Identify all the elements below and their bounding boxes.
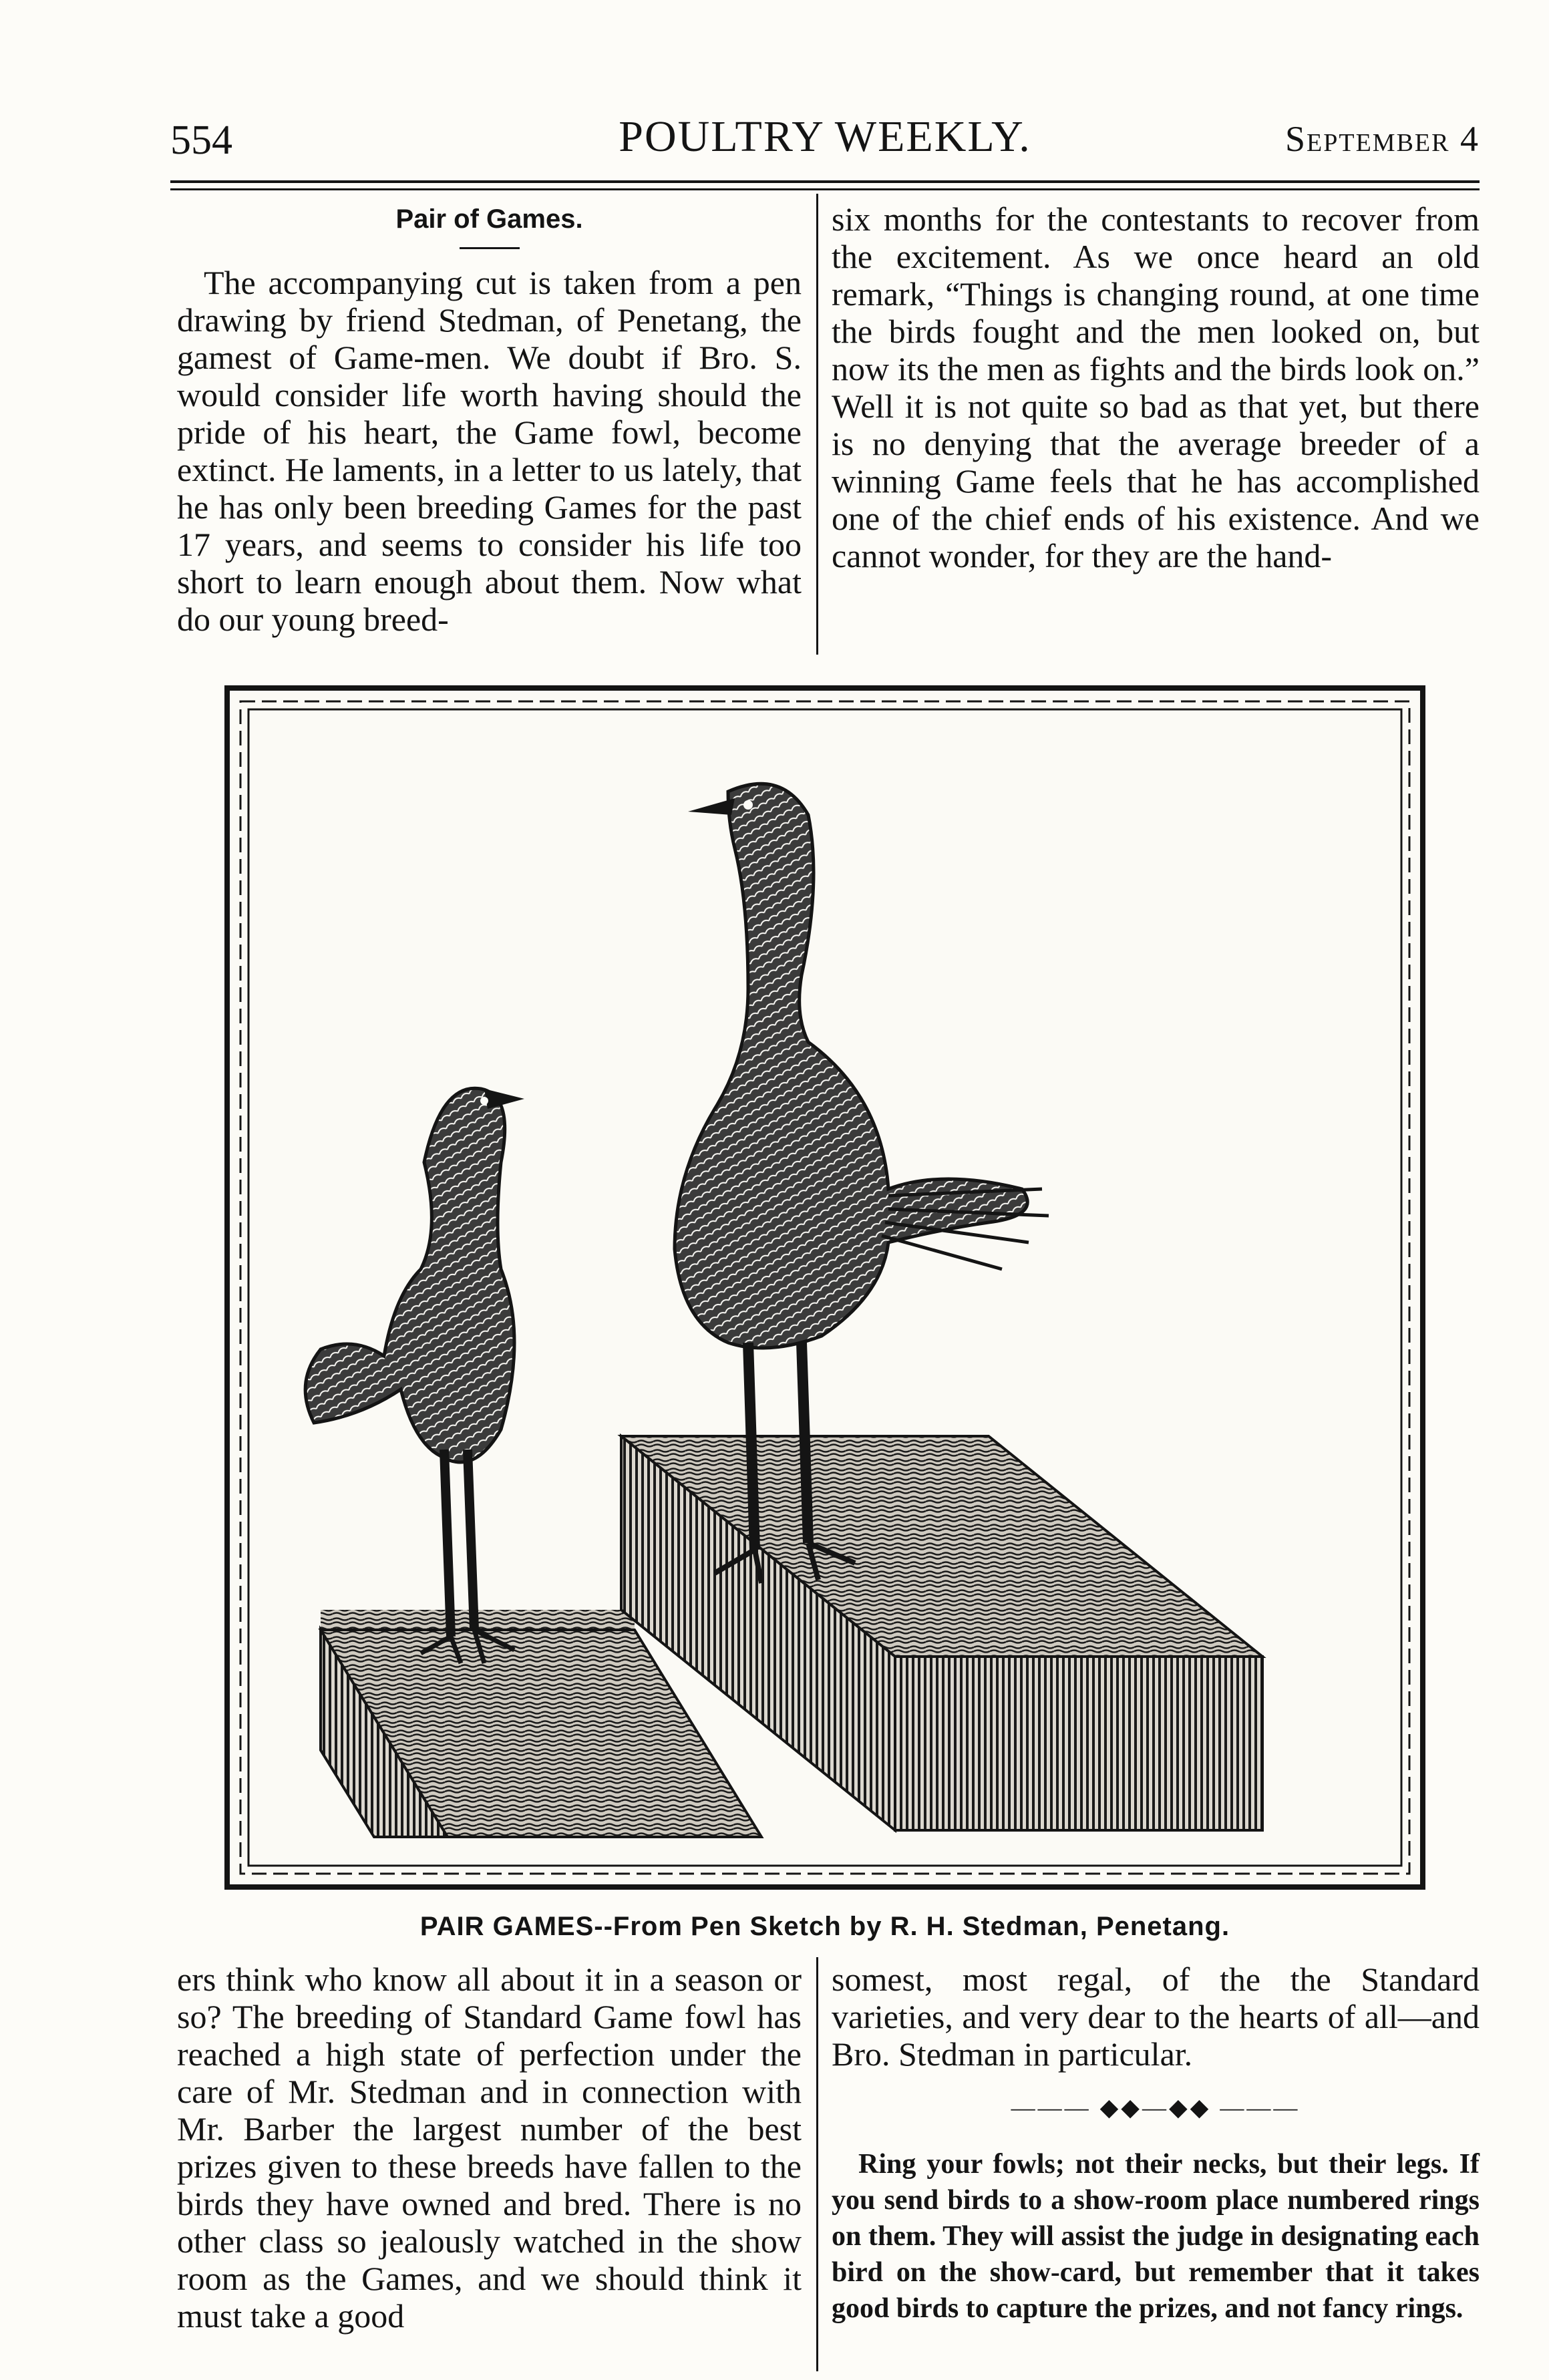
article-column-1-bottom xyxy=(177,1961,802,2335)
article-paragraph: somest, most regal, of the the Standard varieties, and very dear to the hearts of all—and Bro. Stedman in particular. xyxy=(832,1961,1480,2073)
article-column-1-top xyxy=(177,200,802,638)
article-headline: Pair of Games. xyxy=(395,204,583,234)
headline-rule xyxy=(460,247,520,249)
article-paragraph: ers think who know all about it in a season or so? The breeding of Standard Game fowl has reached a high state of perfection under the care of Mr. Stedman and in connection with Mr. Barber the largest number of the best prizes given to these breeds have fallen to the birds they have owned and bred. There is no other class so jealously watched in the show room as the Games, and we should think it must take a good xyxy=(177,1961,802,2335)
article-paragraph: six months for the contestants to recover from the excitement. As we once heard an old remark, “Things is changing round, at one time the birds fought and the men looked on, but now its the men as fights and the birds look on.” Well it is not quite so bad as that yet, but there is no denying that the average breeder of a winning Game feels that he has accomplished one of the chief ends of his existence. And we cannot wonder, for they are the hand- xyxy=(832,200,1480,574)
page-header xyxy=(170,104,1480,177)
column-divider-top xyxy=(816,194,818,655)
column-divider-bottom xyxy=(816,1957,818,2371)
pair-games-illustration xyxy=(220,681,1429,1894)
section-ornament: ——— ◆◆—◆◆ ——— xyxy=(1011,2094,1301,2121)
issue-date: September 4 xyxy=(1285,119,1480,159)
journal-title: POULTRY WEEKLY. xyxy=(619,112,1031,161)
figure-caption: PAIR GAMES--From Pen Sketch by R. H. Stedman, Penetang. xyxy=(419,1912,1230,1941)
article-column-2-top xyxy=(832,200,1480,574)
ring-fowls-notice: Ring your fowls; not their necks, but their legs. If you send birds to a show-room place numbered rings on them. They will assist the judge in designating each bird on the show-card, but remember that it takes good birds to capture the prizes, and not fancy rings. xyxy=(832,2149,1480,2324)
article-paragraph: The accompanying cut is taken from a pen drawing by friend Stedman, of Penetang, the gamest of Game-men. We doubt if Bro. S. would consider life worth having should the pride of his heart, the Game fowl, become extinct. He laments, in a letter to us lately, that he has only been breeding Games for the past 17 years, and seems to consider his life too short to learn enough about them. Now what do our young breed- xyxy=(177,264,802,638)
header-rule-top xyxy=(170,180,1480,183)
article-column-2-bottom xyxy=(832,1961,1480,2327)
page-number: 554 xyxy=(170,118,232,163)
header-rule-bottom xyxy=(170,188,1480,190)
